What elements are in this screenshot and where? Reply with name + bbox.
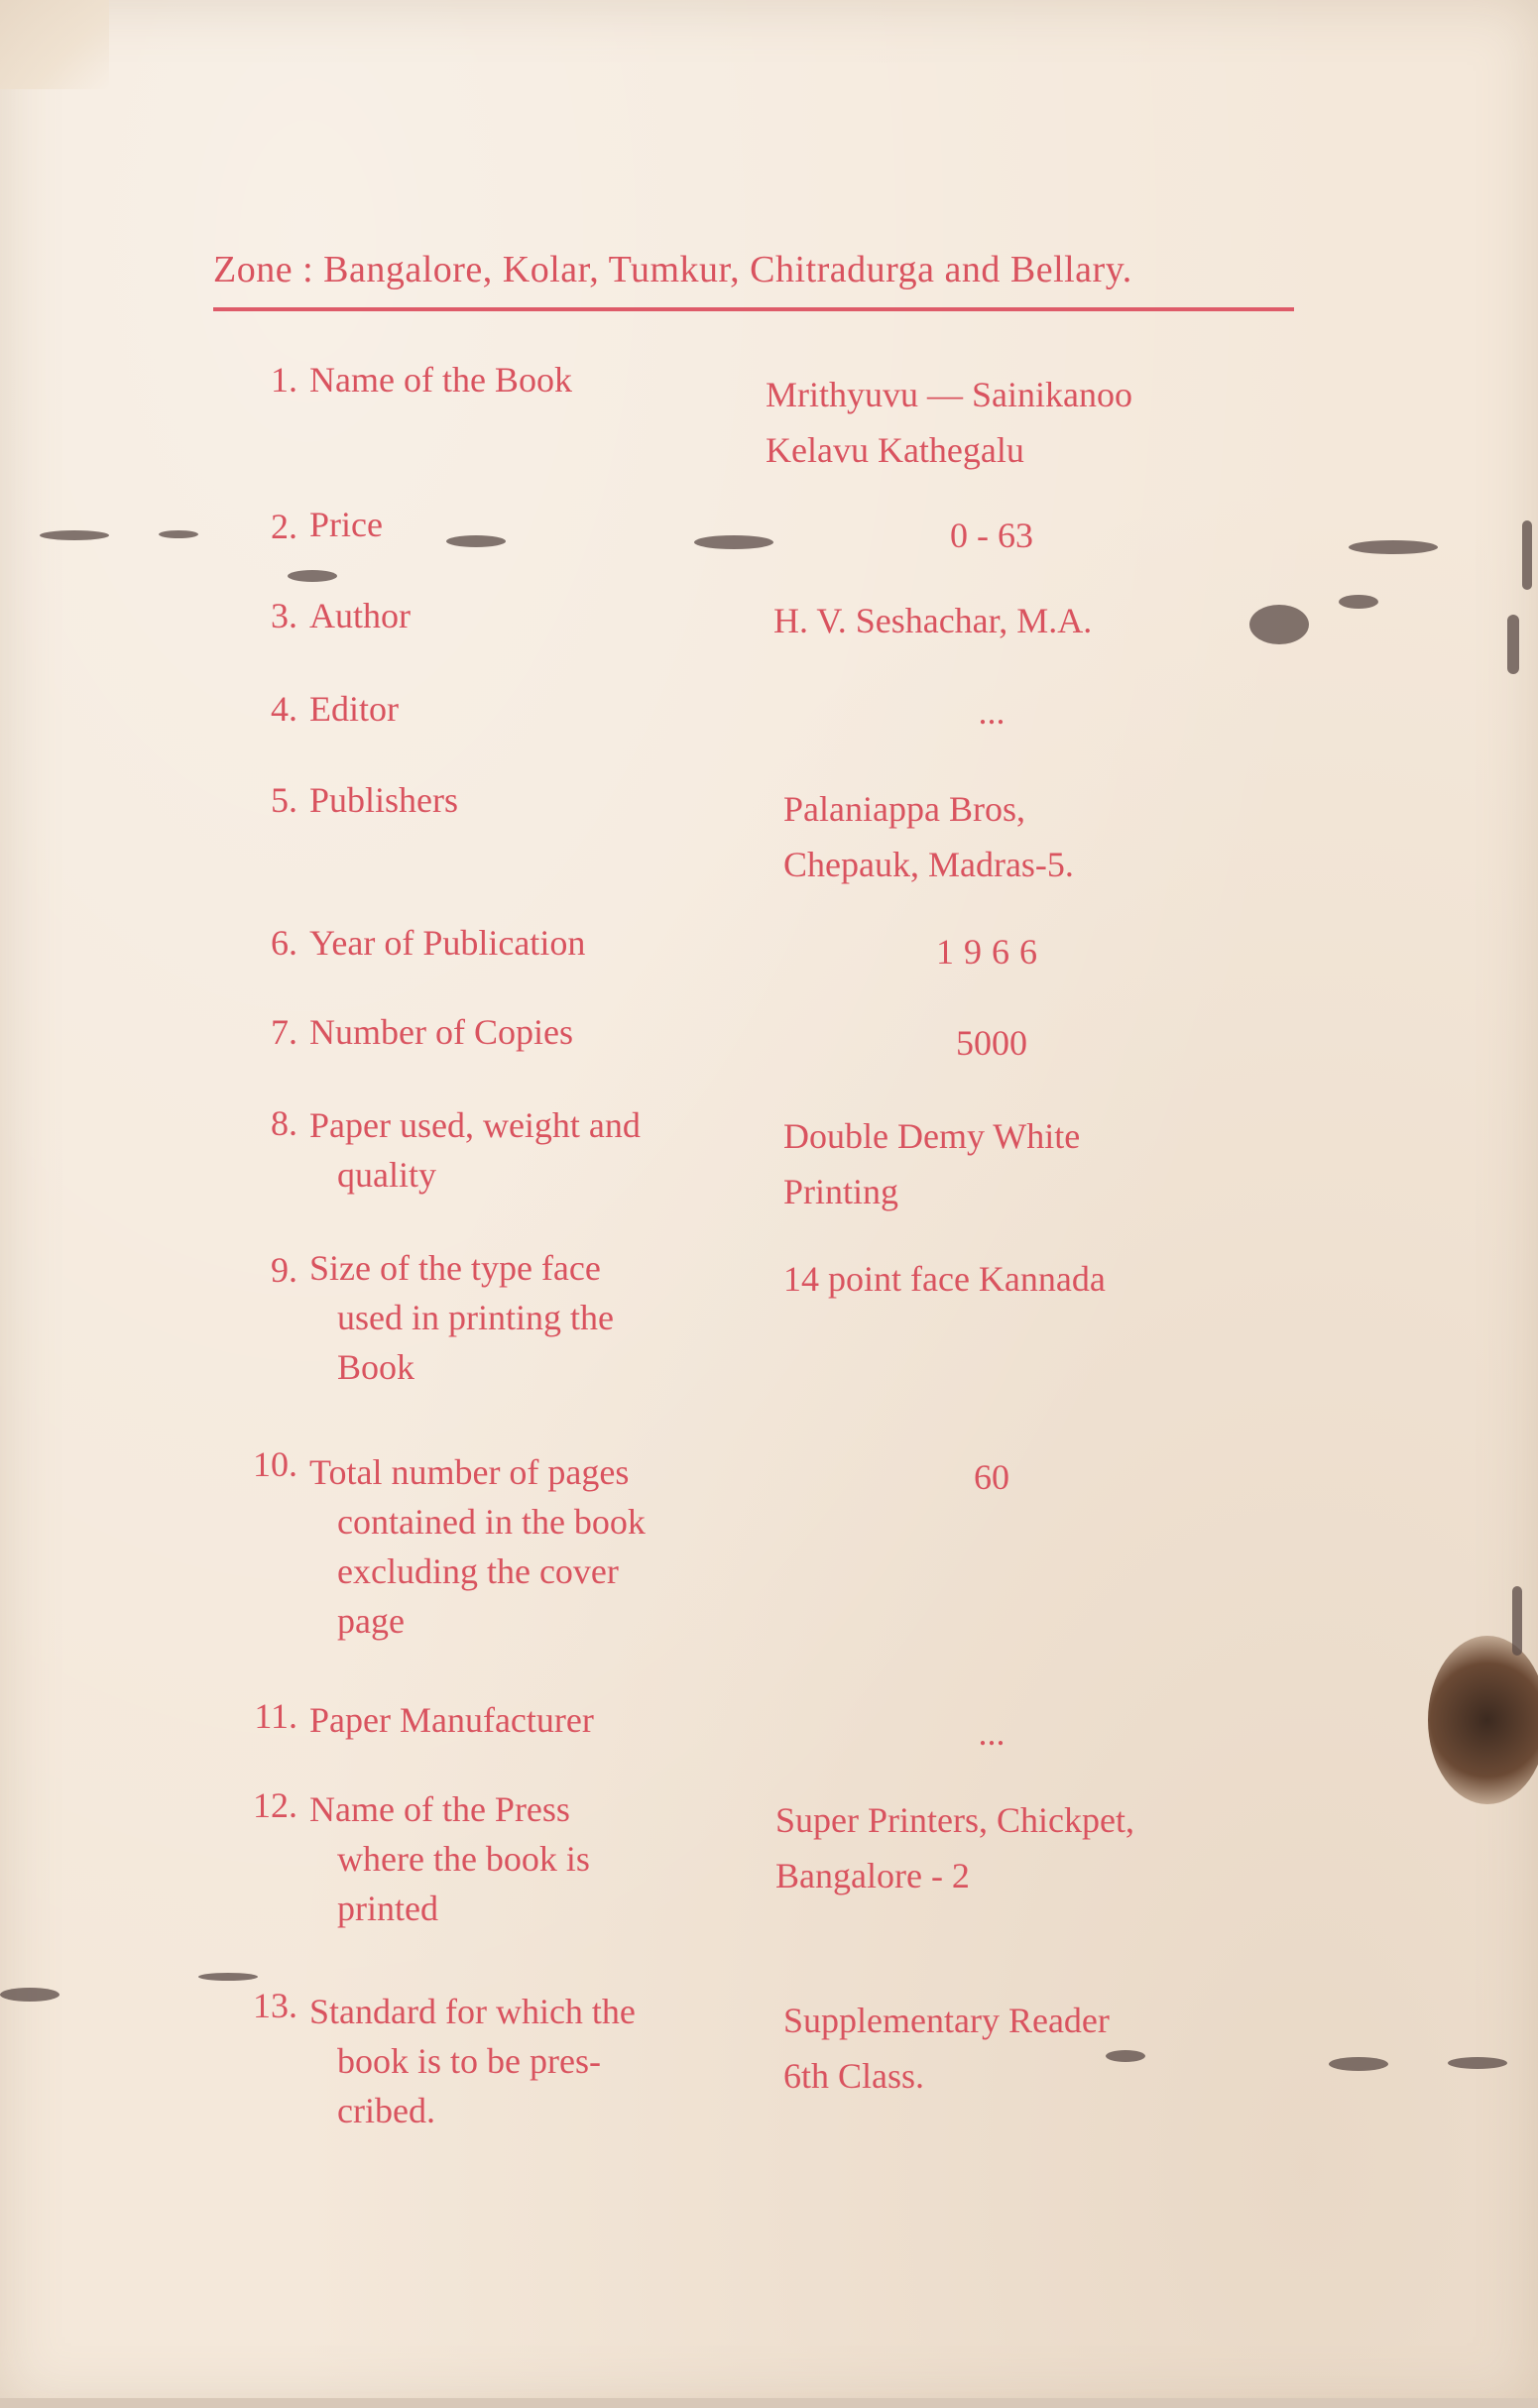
item-number: 4. xyxy=(271,689,297,729)
item-label-line: Total number of pages xyxy=(309,1452,630,1492)
item-value xyxy=(873,924,1111,979)
item-label-line: Editor xyxy=(309,689,399,729)
item-label xyxy=(309,1243,726,1392)
item-value xyxy=(873,1449,1111,1505)
item-value xyxy=(783,1108,1339,1219)
item-label xyxy=(309,1007,726,1057)
item-label-line: used in printing the xyxy=(337,1298,614,1337)
item-value-line: 5000 xyxy=(956,1023,1027,1063)
ink-stain xyxy=(1507,615,1519,674)
item-value-line: Kelavu Kathegalu xyxy=(766,430,1024,470)
item-value-line: 60 xyxy=(974,1457,1009,1497)
item-label-line: contained in the book xyxy=(337,1502,646,1542)
item-label xyxy=(309,684,726,734)
ink-stain xyxy=(1106,2050,1145,2062)
burn-mark xyxy=(1428,1636,1538,1804)
ink-stain xyxy=(288,570,337,582)
item-label-line: printed xyxy=(337,1889,438,1928)
item-value xyxy=(775,1792,1331,1903)
ink-stain xyxy=(198,1973,258,1981)
item-label-line: page xyxy=(337,1601,405,1641)
item-label-line: Year of Publication xyxy=(309,923,586,963)
item-label xyxy=(309,1987,726,2135)
item-label xyxy=(309,1447,726,1646)
item-value xyxy=(873,1705,1111,1761)
item-value-line: 1966 xyxy=(936,932,1047,972)
ink-stain xyxy=(0,1988,59,2002)
ink-stain xyxy=(1448,2057,1507,2069)
item-number: 8. xyxy=(271,1103,297,1143)
item-number: 11. xyxy=(254,1696,297,1736)
item-label-line: Author xyxy=(309,596,411,635)
item-number: 12. xyxy=(253,1785,297,1825)
item-label-line: Paper Manufacturer xyxy=(309,1700,594,1740)
ink-stain xyxy=(446,535,506,547)
item-value-line: Double Demy White xyxy=(783,1116,1081,1156)
item-label-line: Name of the Press xyxy=(309,1789,570,1829)
item-value xyxy=(873,508,1111,563)
item-label xyxy=(309,1695,726,1745)
item-label-line: Publishers xyxy=(309,780,459,820)
item-value-line: 6th Class. xyxy=(783,2056,925,2096)
item-label-line: cribed. xyxy=(337,2091,435,2130)
item-number: 10. xyxy=(253,1444,297,1484)
item-label-line: Number of Copies xyxy=(309,1012,573,1052)
item-label-line: Book xyxy=(337,1347,415,1387)
item-value xyxy=(873,684,1111,740)
item-number: 3. xyxy=(271,596,297,635)
item-label-line: quality xyxy=(337,1155,436,1195)
ink-stain xyxy=(40,530,109,540)
item-label xyxy=(309,1100,726,1200)
ink-stain xyxy=(1329,2057,1388,2071)
item-value xyxy=(783,1251,1339,1307)
ink-stain xyxy=(1349,540,1438,554)
ink-stain xyxy=(1512,1586,1522,1656)
item-value-line: Palaniappa Bros, xyxy=(783,789,1025,829)
item-number: 2. xyxy=(271,507,297,546)
item-value-line: H. V. Seshachar, M.A. xyxy=(773,601,1093,640)
item-value xyxy=(766,367,1321,478)
item-value-line: Printing xyxy=(783,1172,899,1211)
item-label-line: excluding the cover xyxy=(337,1551,619,1591)
item-value xyxy=(773,593,1329,648)
ink-stain xyxy=(1249,605,1309,644)
item-label xyxy=(309,775,726,825)
item-number: 7. xyxy=(271,1012,297,1052)
item-label-line: where the book is xyxy=(337,1839,590,1879)
item-label-line: book is to be pres- xyxy=(337,2041,601,2081)
item-label xyxy=(309,355,726,404)
item-label-line: Name of the Book xyxy=(309,360,572,400)
item-label-line: Paper used, weight and xyxy=(309,1105,641,1145)
item-value xyxy=(873,1015,1111,1071)
item-label-line: Size of the type face xyxy=(309,1248,601,1288)
item-value-line: ... xyxy=(978,1713,1006,1753)
ink-stain xyxy=(1522,520,1532,590)
ink-stain xyxy=(694,535,773,549)
item-value-line: 14 point face Kannada xyxy=(783,1259,1106,1299)
item-value-line: Super Printers, Chickpet, xyxy=(775,1800,1134,1840)
item-label xyxy=(309,1784,726,1933)
item-label-line: Standard for which the xyxy=(309,1992,636,2031)
item-value-line: 0 - 63 xyxy=(950,516,1033,555)
item-number: 9. xyxy=(271,1250,297,1290)
item-number: 13. xyxy=(253,1986,297,2025)
folded-corner xyxy=(0,0,109,89)
heading-underline xyxy=(213,307,1294,311)
item-number: 5. xyxy=(271,780,297,820)
item-value-line: Chepauk, Madras-5. xyxy=(783,845,1074,884)
page-bottom-edge xyxy=(0,2398,1538,2408)
item-label-line: Price xyxy=(309,505,383,544)
item-label xyxy=(309,591,726,640)
item-label xyxy=(309,918,726,968)
item-value-line: Bangalore - 2 xyxy=(775,1856,970,1895)
item-value xyxy=(783,781,1339,892)
item-number: 6. xyxy=(271,923,297,963)
item-value-line: Mrithyuvu — Sainikanoo xyxy=(766,375,1132,414)
ink-stain xyxy=(1339,595,1378,609)
ink-stain xyxy=(159,530,198,538)
item-value-line: Supplementary Reader xyxy=(783,2001,1110,2040)
item-value xyxy=(783,1993,1339,2104)
item-value-line: ... xyxy=(978,692,1006,732)
zone-heading: Zone : Bangalore, Kolar, Tumkur, Chitradurga and Bellary. xyxy=(213,249,1132,290)
item-label xyxy=(309,500,726,549)
item-number: 1. xyxy=(271,360,297,400)
